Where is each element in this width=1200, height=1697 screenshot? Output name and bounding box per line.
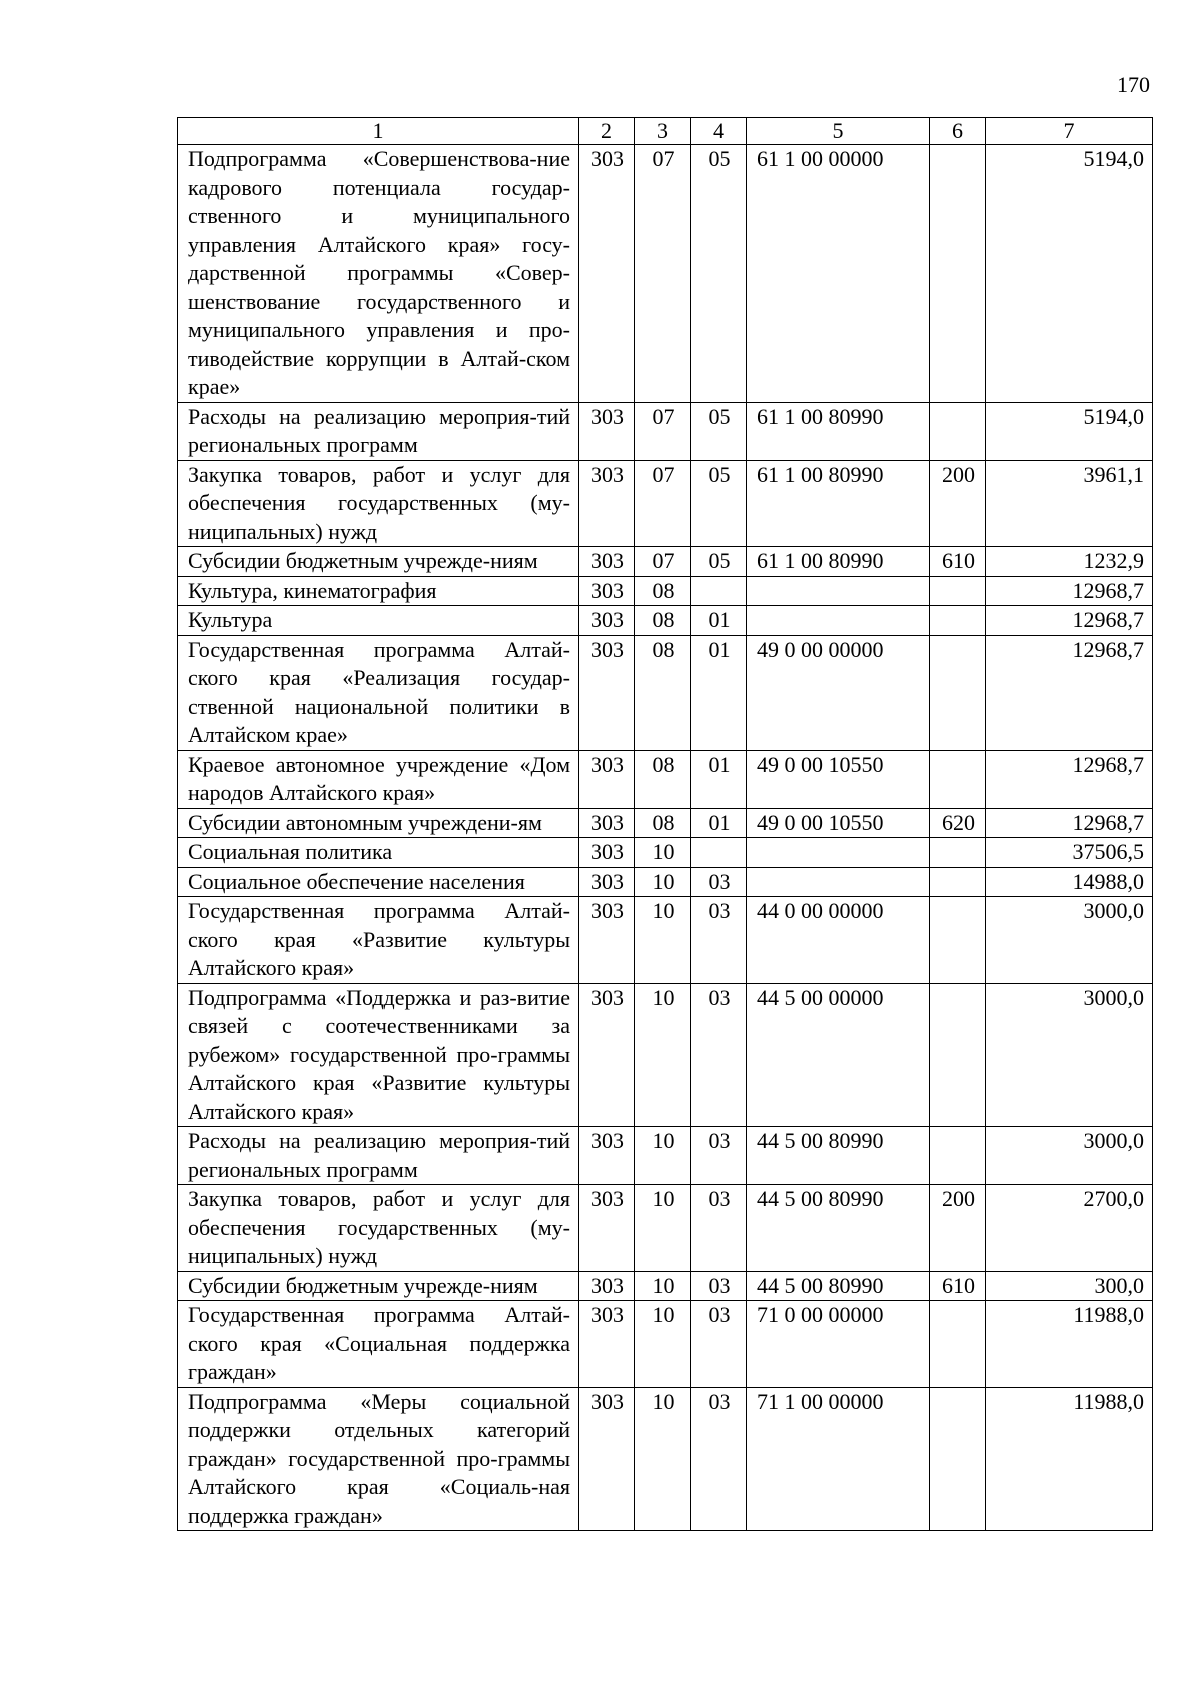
cell-ministry: 303 (579, 897, 635, 984)
cell-amount: 3000,0 (986, 897, 1153, 984)
cell-section: 08 (635, 750, 691, 808)
cell-subsection: 01 (691, 750, 747, 808)
table-row (178, 547, 1153, 577)
cell-expense-type: 620 (930, 808, 986, 838)
cell-section: 07 (635, 547, 691, 577)
cell-amount: 12968,7 (986, 576, 1153, 606)
cell-amount: 5194,0 (986, 402, 1153, 460)
cell-name: Подпрограмма «Поддержка и раз-витие связей с соотечественниками за рубежом» государственной про-граммы Алтайского края «Развитие культуры Алтайского края» (178, 983, 579, 1127)
cell-section: 10 (635, 1301, 691, 1388)
cell-target-code: 44 5 00 80990 (747, 1271, 930, 1301)
cell-amount: 1232,9 (986, 547, 1153, 577)
cell-target-code: 61 1 00 00000 (747, 145, 930, 403)
cell-amount: 2700,0 (986, 1185, 1153, 1272)
cell-target-code: 44 5 00 80990 (747, 1127, 930, 1185)
table-row (178, 750, 1153, 808)
cell-section: 10 (635, 1185, 691, 1272)
cell-amount: 3961,1 (986, 460, 1153, 547)
column-header: 7 (986, 118, 1153, 145)
cell-name: Краевое автономное учреждение «Дом народов Алтайского края» (178, 750, 579, 808)
table-body (178, 145, 1153, 1531)
table-row (178, 1271, 1153, 1301)
cell-subsection: 01 (691, 808, 747, 838)
cell-target-code: 49 0 00 10550 (747, 750, 930, 808)
cell-section: 07 (635, 460, 691, 547)
cell-section: 10 (635, 838, 691, 868)
cell-ministry: 303 (579, 460, 635, 547)
cell-subsection: 01 (691, 635, 747, 750)
cell-subsection (691, 838, 747, 868)
column-header: 2 (579, 118, 635, 145)
cell-ministry: 303 (579, 1387, 635, 1531)
cell-section: 07 (635, 402, 691, 460)
table-row (178, 1185, 1153, 1272)
cell-expense-type (930, 983, 986, 1127)
cell-ministry: 303 (579, 145, 635, 403)
cell-target-code: 61 1 00 80990 (747, 460, 930, 547)
cell-subsection: 03 (691, 867, 747, 897)
cell-expense-type (930, 606, 986, 636)
cell-subsection: 05 (691, 460, 747, 547)
cell-amount: 12968,7 (986, 750, 1153, 808)
cell-name: Государственная программа Алтай-ского края «Развитие культуры Алтайского края» (178, 897, 579, 984)
cell-amount: 14988,0 (986, 867, 1153, 897)
cell-ministry: 303 (579, 635, 635, 750)
cell-section: 08 (635, 606, 691, 636)
column-header: 1 (178, 118, 579, 145)
cell-ministry: 303 (579, 547, 635, 577)
cell-target-code: 44 5 00 00000 (747, 983, 930, 1127)
cell-ministry: 303 (579, 1271, 635, 1301)
table-row (178, 897, 1153, 984)
cell-section: 10 (635, 983, 691, 1127)
cell-amount: 12968,7 (986, 635, 1153, 750)
cell-subsection: 05 (691, 145, 747, 403)
cell-ministry: 303 (579, 838, 635, 868)
cell-target-code: 71 1 00 00000 (747, 1387, 930, 1531)
cell-subsection: 03 (691, 897, 747, 984)
table-row (178, 867, 1153, 897)
cell-expense-type (930, 1127, 986, 1185)
cell-ministry: 303 (579, 1185, 635, 1272)
cell-name: Расходы на реализацию мероприя-тий региональных программ (178, 1127, 579, 1185)
cell-target-code: 61 1 00 80990 (747, 402, 930, 460)
cell-section: 10 (635, 1271, 691, 1301)
cell-name: Расходы на реализацию мероприя-тий региональных программ (178, 402, 579, 460)
cell-ministry: 303 (579, 1127, 635, 1185)
cell-ministry: 303 (579, 867, 635, 897)
cell-ministry: 303 (579, 808, 635, 838)
cell-section: 08 (635, 576, 691, 606)
cell-name: Культура, кинематография (178, 576, 579, 606)
cell-subsection: 03 (691, 1127, 747, 1185)
cell-expense-type (930, 867, 986, 897)
cell-expense-type (930, 402, 986, 460)
cell-name: Субсидии бюджетным учрежде-ниям (178, 547, 579, 577)
column-header: 4 (691, 118, 747, 145)
cell-expense-type (930, 576, 986, 606)
cell-amount: 3000,0 (986, 1127, 1153, 1185)
cell-name: Социальная политика (178, 838, 579, 868)
cell-target-code: 44 5 00 80990 (747, 1185, 930, 1272)
cell-name: Субсидии бюджетным учрежде-ниям (178, 1271, 579, 1301)
page-number: 170 (1117, 72, 1150, 97)
cell-subsection: 01 (691, 606, 747, 636)
cell-section: 10 (635, 1127, 691, 1185)
cell-expense-type (930, 635, 986, 750)
cell-expense-type (930, 1301, 986, 1388)
cell-expense-type (930, 838, 986, 868)
cell-subsection: 03 (691, 1271, 747, 1301)
cell-section: 08 (635, 635, 691, 750)
cell-subsection: 03 (691, 1301, 747, 1388)
cell-amount: 3000,0 (986, 983, 1153, 1127)
cell-subsection: 05 (691, 402, 747, 460)
cell-amount: 12968,7 (986, 808, 1153, 838)
cell-amount: 12968,7 (986, 606, 1153, 636)
cell-section: 10 (635, 1387, 691, 1531)
cell-ministry: 303 (579, 750, 635, 808)
table-row (178, 1387, 1153, 1531)
cell-section: 07 (635, 145, 691, 403)
cell-amount: 11988,0 (986, 1301, 1153, 1388)
cell-expense-type (930, 1387, 986, 1531)
column-header: 6 (930, 118, 986, 145)
cell-expense-type: 610 (930, 1271, 986, 1301)
cell-amount: 300,0 (986, 1271, 1153, 1301)
table-row (178, 606, 1153, 636)
cell-section: 10 (635, 867, 691, 897)
cell-target-code (747, 867, 930, 897)
table-row (178, 460, 1153, 547)
cell-amount: 11988,0 (986, 1387, 1153, 1531)
table-row (178, 808, 1153, 838)
cell-name: Культура (178, 606, 579, 636)
cell-subsection (691, 576, 747, 606)
table-row (178, 576, 1153, 606)
cell-name: Закупка товаров, работ и услуг для обеспечения государственных (му-ниципальных) нужд (178, 1185, 579, 1272)
table-row (178, 145, 1153, 403)
cell-expense-type: 200 (930, 460, 986, 547)
cell-target-code (747, 838, 930, 868)
table-row (178, 402, 1153, 460)
cell-ministry: 303 (579, 1301, 635, 1388)
cell-target-code (747, 606, 930, 636)
header-row (178, 118, 1153, 145)
cell-expense-type (930, 145, 986, 403)
cell-expense-type: 610 (930, 547, 986, 577)
cell-ministry: 303 (579, 402, 635, 460)
cell-target-code: 71 0 00 00000 (747, 1301, 930, 1388)
cell-expense-type (930, 897, 986, 984)
cell-name: Подпрограмма «Совершенствова-ние кадрового потенциала государ-ственного и муниципального управления Алтайского края» госу-дарственной программы «Совер-шенствование государственного и муниципального управления и про-тиводействие коррупции в Алтай-ском крае» (178, 145, 579, 403)
cell-target-code: 49 0 00 10550 (747, 808, 930, 838)
table-row (178, 1127, 1153, 1185)
cell-target-code (747, 576, 930, 606)
table-row (178, 838, 1153, 868)
cell-name: Субсидии автономным учреждени-ям (178, 808, 579, 838)
cell-section: 08 (635, 808, 691, 838)
cell-subsection: 03 (691, 1387, 747, 1531)
cell-target-code: 61 1 00 80990 (747, 547, 930, 577)
cell-subsection: 05 (691, 547, 747, 577)
cell-amount: 37506,5 (986, 838, 1153, 868)
table-row (178, 1301, 1153, 1388)
table-row (178, 983, 1153, 1127)
cell-amount: 5194,0 (986, 145, 1153, 403)
budget-table (177, 117, 1153, 1531)
cell-name: Социальное обеспечение населения (178, 867, 579, 897)
cell-subsection: 03 (691, 1185, 747, 1272)
cell-name: Государственная программа Алтай-ского края «Социальная поддержка граждан» (178, 1301, 579, 1388)
cell-target-code: 49 0 00 00000 (747, 635, 930, 750)
cell-subsection: 03 (691, 983, 747, 1127)
cell-section: 10 (635, 897, 691, 984)
column-header: 3 (635, 118, 691, 145)
cell-name: Закупка товаров, работ и услуг для обеспечения государственных (му-ниципальных) нужд (178, 460, 579, 547)
cell-expense-type (930, 750, 986, 808)
column-header: 5 (747, 118, 930, 145)
cell-ministry: 303 (579, 983, 635, 1127)
cell-ministry: 303 (579, 576, 635, 606)
cell-ministry: 303 (579, 606, 635, 636)
cell-target-code: 44 0 00 00000 (747, 897, 930, 984)
cell-name: Подпрограмма «Меры социальной поддержки отдельных категорий граждан» государственной про-граммы Алтайского края «Социаль-ная поддержка граждан» (178, 1387, 579, 1531)
cell-name: Государственная программа Алтай-ского края «Реализация государ-ственной национальной политики в Алтайском крае» (178, 635, 579, 750)
table-row (178, 635, 1153, 750)
cell-expense-type: 200 (930, 1185, 986, 1272)
